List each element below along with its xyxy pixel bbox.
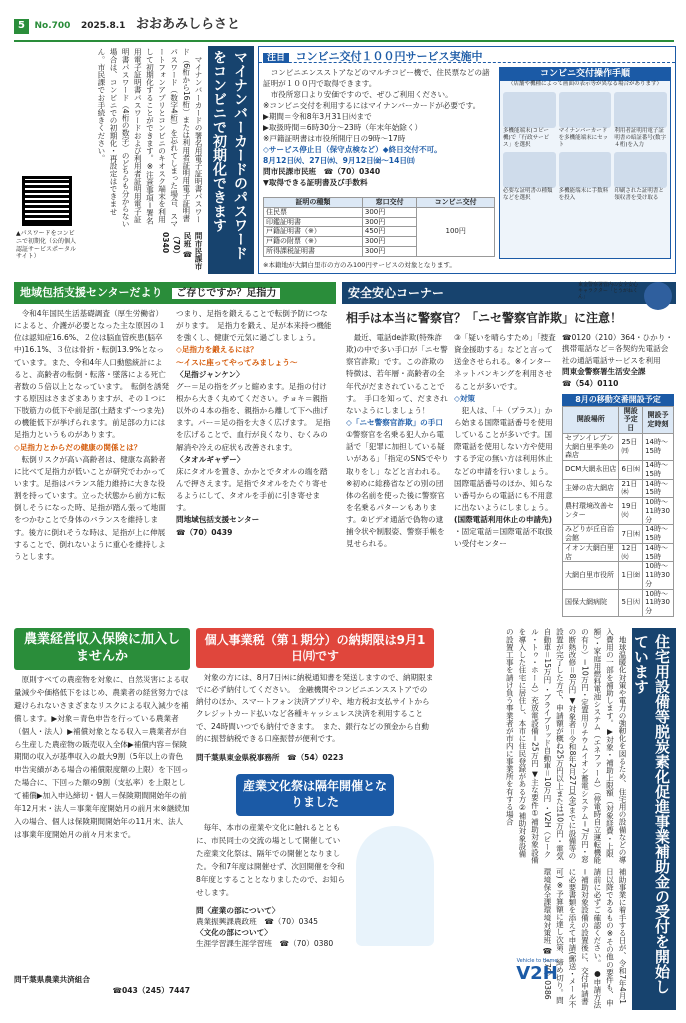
step-3: 利用者証明用電子証明書の暗証番号(数字４桁)を入力 xyxy=(614,92,667,149)
mynumber-body: マイナンバーカードの署名用電子証明書パスワード（6桁から16桁）または利用者証明用電子証明書パスワード（数字4桁）を忘れてしまった場合、スマートフォンアプリとコンビニのキオスク端末を利用して初期化することができます。※注意事項＝署名用電子証明書パスワードおよび利用者証明用電子証明書パスワード（4桁の数字）のどちらも分からない場合は、コンビニでの初期化・再設定はできません。市民課でお手続きください。 xyxy=(96,48,203,228)
jutaku-title: 住宅用設備等脱炭素化促進事業補助金の受付を開始しています xyxy=(632,628,676,1010)
anzen-col1: 最近、電話de詐欺(特殊詐欺)の中で多い手口が「ニセ警察官詐欺」です。この詐欺の特徴は、若年層・高齢者の全年代がだまされていることです。 手口を知って、だまされないようにしましょう！ ◇「ニセ警察官詐欺」の手口 ①警察官を名乗る犯人から電話で「犯罪に加担している疑いがある」「指定のSNSでやり取りをし」などと言われる。※初めに総務省などの別の団体の名前を使った後に警察官を名乗るパターンもあります。②ビデオ通話で偽物の逮捕令状や制服姿、警察手帳を見せられる。 xyxy=(346,333,449,549)
issue-date: 2025.8.1 xyxy=(80,21,126,31)
step-2: マイナンバーカードを多機能端末にセット xyxy=(559,92,612,149)
chiiki-col1: 令和4年国民生活基礎調査（厚生労働省）によると、介護が必要となった主な原因の１位は認知症16.6%、２位は脳血管疾患(脳卒中)16.1%、３位は骨折・転倒13.9%となっています。また、令和4年人口動態統計によると、高齢者の転倒・転落・墜落による死亡者数の５倍以上となっています。 転倒を誘発する原因はさまざまありますが、その１つに下肢筋力の低下や前足部(土踏まず～つま先)の機能低下が挙げられます。前足部の力には足指力というものがあります。 ◇足指力とからだの健康の関係とは？ 転倒リスクが高い高齢者は、健康な高齢者に比べて足指力が低いことが研究でわかっています。足指はバランス能力維持に大きな役割を持っています。立った状態から前方に転倒しそうになった時、足指が踏ん張って地面をつかむことで身体のバランスを維持します。後方に倒れそうな時は、足指が上に伸展することで、倒れないように重心を維持しようとします。 xyxy=(14,309,170,561)
bunka-section xyxy=(196,774,434,1010)
conbini-body: コンビニエンスストアなどのマルチコピー機で、住民票などの諸証明が１００円で取得できます。 市役所窓口より安価ですので、ぜひご利用ください。 ※コンビニ交付を利用するにはマイナンバーカードが必要です。 ▶期間＝令和8年3月31日㈫まで ▶取扱時間＝6時30分～23時（年末年始除く） ※戸籍証明書は市役所開庁日の9時～17時 ◇サービス停止日（保守点検など）◆終日交付不可。 8月12日㈫、27日㈬、9月12日㈮～14日㈰ 問市民課市民班 ☎（70）0340 ▼取得できる証明書及び手数料 xyxy=(263,68,490,187)
conbini-title: コンビニ交付１００円サービス実施中 xyxy=(295,50,483,63)
nogyo-section xyxy=(14,628,190,1010)
bunka-title: 産業文化祭は隔年開催となりました xyxy=(236,774,394,816)
step-5: 多機能端末に手数料を投入 xyxy=(559,152,612,202)
zei-title: 個人事業税（第１期分）の納期限は9月1日㈪です xyxy=(196,628,434,668)
nogyo-tel: ☎043（245）7447 xyxy=(112,986,190,995)
fees-table: 証明の種類 窓口交付 コンビニ交付 住民票 300円 100円 印鑑証明書 300円 戸籍証明書（※） 450円 戸籍の附票（※） 300円 所得課税証明書 300円 xyxy=(263,197,495,257)
notice-label: 注目 xyxy=(263,53,289,63)
qr-code[interactable] xyxy=(22,176,72,226)
anzen-col3: ☎0120（210）364・ひかり・携帯電話など＝各契約先電話会社の通話電話サービスを利用 問東金警察署生活安全課 ☎（54）0110 xyxy=(562,333,673,388)
page-number: 5 xyxy=(14,19,29,34)
mynumber-section xyxy=(14,46,254,276)
step-1: 多機能端末(コピー機)で「行政サービス」を選択 xyxy=(503,92,556,149)
steps-panel: コンビニ交付操作手順 （店舗や機種によって画面の表示等が異なる場合があります） 多機能端末(コピー機)で「行政サービス」を選択 マイナンバーカードを多機能端末にセット 利用者証明用電子証明書の暗証番号(数字４桁)を入力 必要な証明書の種類などを選択 多機能端末に手数料を投入 印刷された証明書と領収書を受け取る xyxy=(499,67,671,259)
mynumber-contact: 問市民課市民班 ☎（70）0340 xyxy=(161,232,203,270)
qr-caption: ▲パスワードをコンビニで初期化（公的個人認証サービスポータルサイト） xyxy=(16,230,77,261)
fees-note: ※本籍地が大網白里市の方のみ100円サービスの対象となります。 xyxy=(263,261,456,269)
step-6: 印刷された証明書と領収書を受け取る xyxy=(614,152,667,202)
page-header xyxy=(14,16,674,42)
koban-panel: 8月の移動交番開設予定 開設場所 開設予定日 開設予定時刻 セブンイレブン大網白里季美の森店 25日㈪ 14時～15時 DCM大網永田店 6日㈬ 14時～15時 主婦の店大網店 21日㈭ 14時～15時 農村環境改善センター 19日㈫ 10時～11時30分 みどりが丘自治会館 7日㈭ 14時～15時 イオン大網白里店 12日㈫ 14時～15時 大網白里市役所 1日㈮ 10時～11時30分 国保大網病院 5日㈫ 10時～11時30分 xyxy=(562,394,674,617)
chiiki-subtitle: ご存じですか？足指力 xyxy=(172,288,280,299)
koban-table: 開設場所 開設予定日 開設予定時刻 セブンイレブン大網白里季美の森店 25日㈪ 14時～15時 DCM大網永田店 6日㈬ 14時～15時 主婦の店大網店 21日㈭ 14時～15時 農村環境改善センター 19日㈫ 10時～11時30分 みどりが丘自治会館 7日㈭ 14時～15時 イオン大網白里店 12日㈫ 14時～15時 大網白里市役所 1日㈮ 10時～11時30分 国保大網病院 5日㈫ 10時～11時30分 xyxy=(562,406,674,617)
issue-number: No.700 xyxy=(34,21,71,31)
mynumber-headline: マイナンバーカードのパスワードをコンビニで初期化できます xyxy=(208,46,254,274)
bunka-contact: 問〈産業の部について〉 農業振興課農政班 ☎（70）0345 〈文化の部について〉 生涯学習課生涯学習班 ☎（70）0380 xyxy=(196,906,334,949)
mascot-image xyxy=(644,282,672,310)
anzen-section xyxy=(342,282,676,622)
jutaku-section xyxy=(438,628,676,1010)
jutaku-body-bottom: 補助事業に着手する日が、令和7年4月1日以降であるもの※その他の要件も、申請前に必ずご確認ください。 ●申請方法＝補助対象設備の設置後に、交付申請書に必要書類を添えて申請(郵送・メール不可) ※予算額に達し次第、締め切り。問環境保全課環境対策班 ☎（70）0386 xyxy=(542,868,627,1009)
step-4: 必要な証明書の種類などを選択 xyxy=(503,152,556,202)
chiiki-header: 地域包括支援センターだより ご存じですか？足指力 xyxy=(14,282,336,304)
zei-section xyxy=(196,628,434,768)
mascot-caption: 東金警察署管内の安全安心キャラクター「とうがねくん」 xyxy=(578,282,639,300)
newsletter-title: おおあみしらさと xyxy=(135,17,240,32)
mascot-illustration xyxy=(356,826,434,946)
chiiki-col2: つまり、足指を鍛えることで転倒予防につながります。 足指力を鍛え、足が本来持つ機能を強くし、健康で元気に過ごしましょう。 ◇足指力を鍛えるには？ ～イスに座ってやってみましょう～ 〈足指ジャンケン〉 グー＝足の指をグッと縮めます。足指の付け根から大きく丸めてください。チョキ＝親指以外の４本の指を、親指から離して下へ曲げます。パー＝足の指を大きく広げます。 足指を広げることで、血行が良くなり、むくみの解消や冷えの症状も改善されます。 〈タオルギャザー〉 床にタオルを置き、かかとでタオルの端を踏んで押さえます。足指でタオルをたぐり寄せるようにして、タオルを手前に引き寄せます。 問地域包括支援センター ☎（70）0439 xyxy=(176,309,332,537)
zei-body: 対象の方には、8月7日㈭に納税通知書を発送しますので、納期限までに必ず納付してください。 金融機関やコンビニエンスストアでの納付のほか、スマートフォン決済アプリや、地方税お支払サイトからクレジットカード払いなど各種キャッシュレス決済を利用することで、24時間いつでも納付できます。 また、銀行などの預金から自動的に振替納税できる口座振替が便利です。 xyxy=(196,673,434,743)
jutaku-body-top: 地球温暖化対策や電力の強靭化を図るため、住宅用の設備などの導入費用の一部を補助します。▶対象・補助上限額（対象経費・上限額）・家庭用燃料電池システム（エネファーム）（停電時自立運転機能の有り）＝10万円・定置用リチウムイオン蓄電システム＝7万円・窓の断熱改修＝8万円 ▼対象者＝令和8年2月27日(金)までに設備等の設置が完了した方で、申請額が概ね25万円以上または10万円・電気自動車＝15万円 ・ブライブリッド自動車＝10万円 ・V2H（ビークル・トゥ・ホーム）充放電設備＝25万円 ▼主な要件①補助対象設備を導入した住宅に居住し、本市に住民登録がある方②補助対象設備の設置工事を請け負う事業者が市内に事業所を有する場合 xyxy=(505,628,627,864)
zei-contact: 問千葉県東金県税事務所 ☎（54）0223 xyxy=(196,753,344,762)
nogyo-body: 原則すべての農産物を対象に、自然災害による収量減少や価格低下をはじめ、農業者の経営努力では避けられないさまざまなリスクによる収入減少を補償します。▶対象＝青色申告を行っている農業者（個人・法人）▶補償対象となる収入＝農業者が自ら生産した農産物の販売収入全体▶補償内容＝保険期間の収入が基準収入の最大9割（5年以上の青色申告実績がある場合の補償限度額の上限）を下回った場合に、下回った額の9割（支払率）を上限として補償▶加入申込締切・個人＝保険期間開始年の前年12月末・法人＝事業年度開始月の前月末※継続加入の場合、個人は保険期間開始年の11月末、法人は事業年度開始月の前々月末まで。 xyxy=(14,675,190,839)
anzen-col2: ③「疑いを晴らすため」「捜査資金援助する」などと言って送金させられる。※インターネットバンキングを利用させることが多いです。 ◇対策 犯人は、「＋（プラス）」から始まる国際電話番号を使用していることが多いです。国際電話を使用しない方や使用する予定の無い方は利用休止などの申請を行いましょう。 国際電話番号のほか、知らない番号からの電話にも不用意に出ないようにしましょう。 (国際電話利用休止の申請先) ・固定電話＝国際電話不取扱い受付センター xyxy=(454,333,557,549)
anzen-header: 安全安心コーナー xyxy=(342,282,676,304)
v2h-logo: Vehicle to Home V2H xyxy=(516,958,558,985)
chiiki-section xyxy=(14,282,336,622)
bunka-body: 毎年、本市の産業や文化に触れるとともに、市民同士の交流の場として開催していた産業文化祭は、隔年での開催となりました。令和7年度は開催せず、次回開催を令和8年度とすることとなりましたので、お知らせします。 xyxy=(196,823,345,897)
nogyo-title: 農業経営収入保険に加入しませんか xyxy=(14,628,190,670)
anzen-headline: 相手は本当に警察官？「ニセ警察官詐欺」に注意！ xyxy=(346,311,623,325)
conbini-section xyxy=(258,46,676,274)
nogyo-contact: 問千葉県農業共済組合 xyxy=(14,975,90,984)
